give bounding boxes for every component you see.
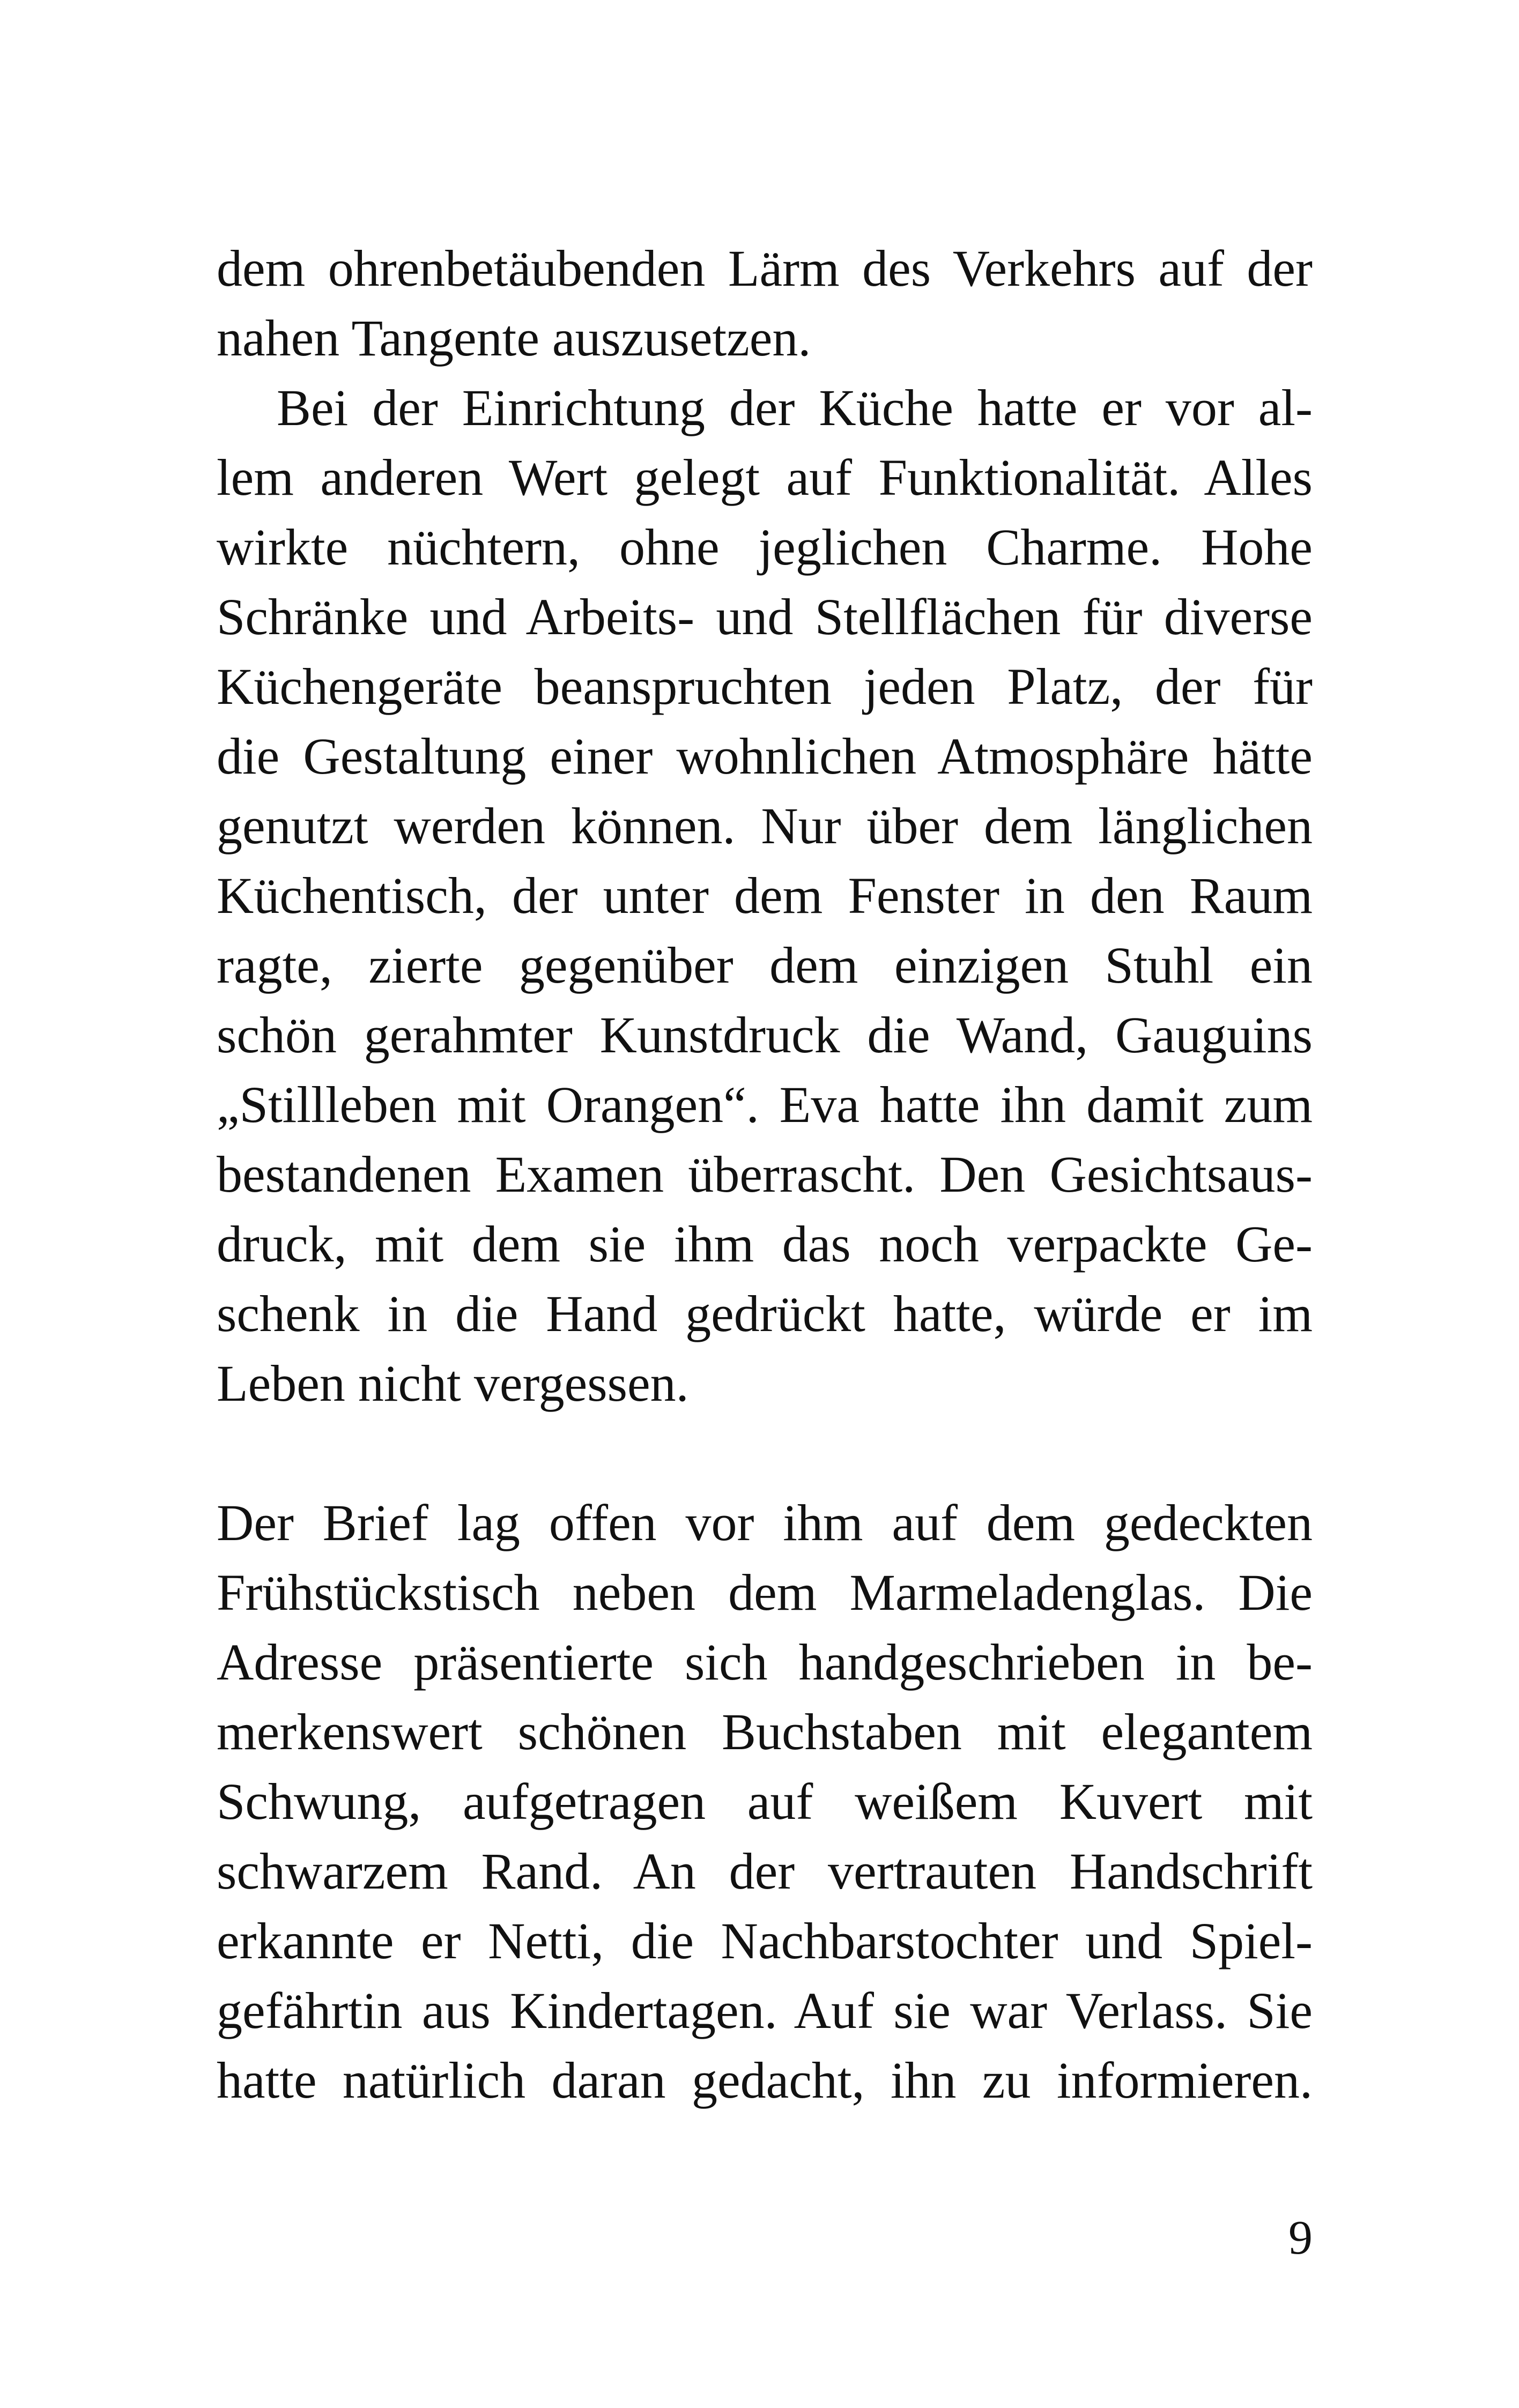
- text-line: merkenswert schönen Buchstaben mit elegantem: [217, 1703, 1313, 1760]
- text-line: hatte natürlich daran gedacht, ihn zu informieren.: [217, 2052, 1313, 2109]
- text-line: genutzt werden können. Nur über dem länglichen: [217, 797, 1313, 854]
- text-line: schön gerahmter Kunstdruck die Wand, Gauguins: [217, 1006, 1313, 1064]
- text-line: druck, mit dem sie ihm das noch verpackte Ge-: [217, 1215, 1313, 1273]
- text-line: ragte, zierte gegenüber dem einzigen Stuhl ein: [217, 937, 1313, 994]
- text-line: bestandenen Examen überrascht. Den Gesichtsaus-: [217, 1146, 1313, 1203]
- page-number: 9: [1288, 2211, 1313, 2264]
- text-line: nahen Tangente auszusetzen.: [217, 309, 811, 367]
- text-line: Schwung, aufgetragen auf weißem Kuvert mit: [217, 1773, 1313, 1830]
- text-line: Küchentisch, der unter dem Fenster in den Raum: [217, 867, 1313, 924]
- text-line: lem anderen Wert gelegt auf Funktionalität. Alles: [217, 449, 1313, 506]
- text-line: „Stillleben mit Orangen“. Eva hatte ihn damit zum: [217, 1076, 1313, 1133]
- text-line: Bei der Einrichtung der Küche hatte er vor al-: [277, 379, 1313, 436]
- text-line: Küchengeräte beanspruchten jeden Platz, der für: [217, 658, 1313, 715]
- text-line: Schränke und Arbeits- und Stellflächen für diverse: [217, 588, 1313, 645]
- text-line: Der Brief lag offen vor ihm auf dem gedeckten: [217, 1494, 1313, 1551]
- text-line: erkannte er Netti, die Nachbarstochter und Spiel-: [217, 1912, 1313, 1969]
- text-line: schwarzem Rand. An der vertrauten Handschrift: [217, 1842, 1313, 1900]
- text-line: Frühstückstisch neben dem Marmeladenglas. Die: [217, 1564, 1313, 1621]
- text-line: Adresse präsentierte sich handgeschrieben in be-: [217, 1633, 1313, 1691]
- text-line: Leben nicht vergessen.: [217, 1355, 689, 1412]
- text-line: dem ohrenbetäubenden Lärm des Verkehrs auf der: [217, 240, 1313, 297]
- text-line: gefährtin aus Kindertagen. Auf sie war Verlass. Sie: [217, 1982, 1313, 2039]
- text-line: wirkte nüchtern, ohne jeglichen Charme. Hohe: [217, 518, 1313, 576]
- text-line: schenk in die Hand gedrückt hatte, würde er im: [217, 1285, 1313, 1342]
- text-line: die Gestaltung einer wohnlichen Atmosphäre hätte: [217, 727, 1313, 785]
